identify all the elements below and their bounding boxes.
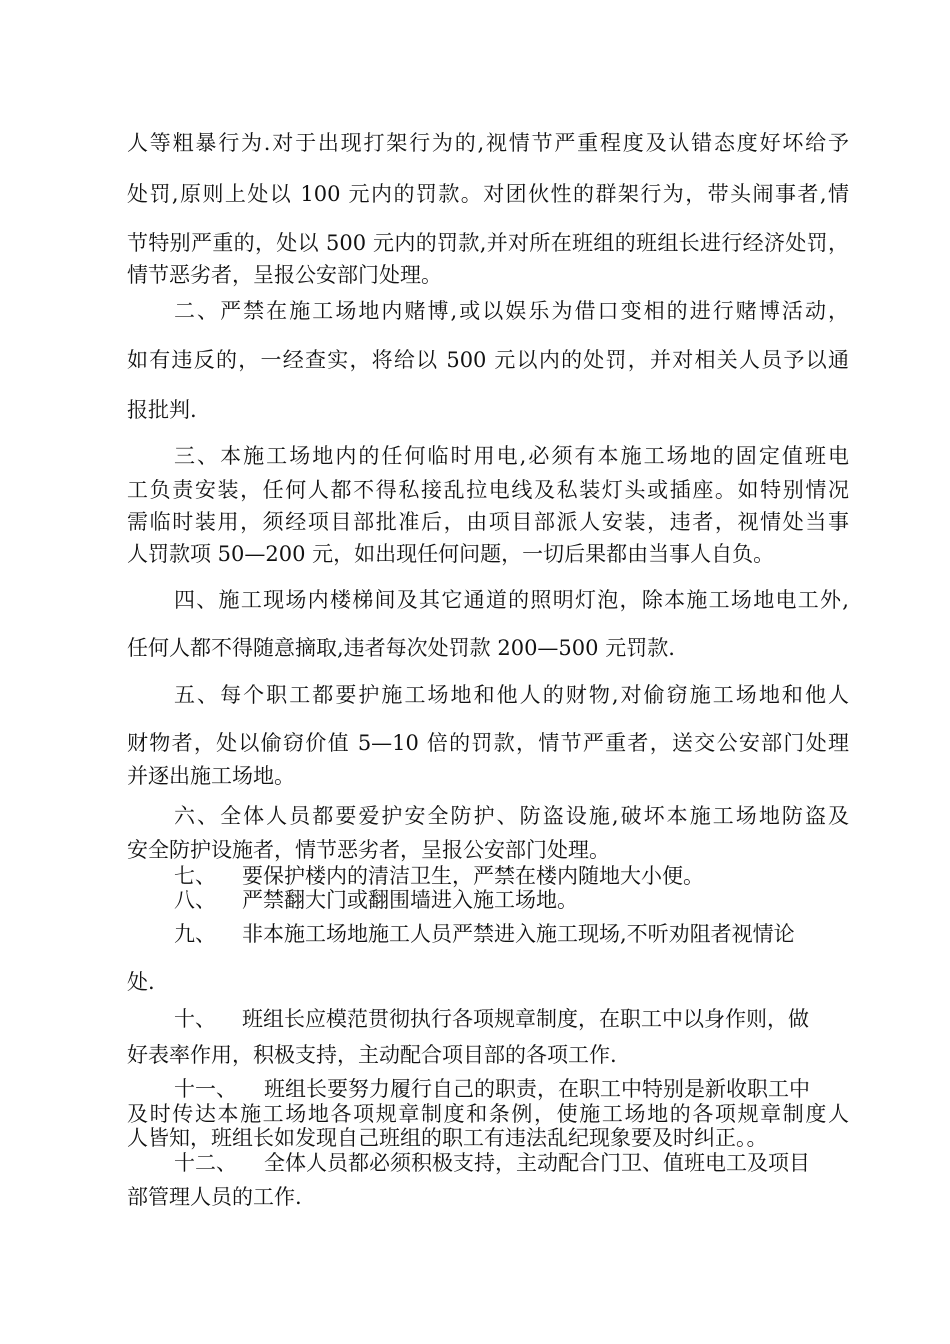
text-line: 处. xyxy=(127,970,155,994)
text-line: 情节恶劣者，呈报公安部门处理。 xyxy=(127,263,442,287)
text-line: 安全防护设施者，情节恶劣者，呈报公安部门处理。 xyxy=(127,838,610,862)
text-line: 如有违反的，一经查实，将给以 500 元以内的处罚，并对相关人员予以通 xyxy=(127,348,849,372)
rule-text: 非本施工场地施工人员严禁进入施工现场,不听劝阻者视情论 xyxy=(242,922,795,946)
rule-number: 九、 xyxy=(174,922,216,946)
text-line: 人等粗暴行为.对于出现打架行为的,视情节严重程度及认错态度好坏给予 xyxy=(127,131,849,155)
text-line: 财物者，处以偷窃价值 5—10 倍的罚款，情节严重者，送交公安部门处理 xyxy=(127,731,849,755)
text-line: 报批判. xyxy=(127,398,197,422)
rule-text: 要保护楼内的清洁卫生，严禁在楼内随地大小便。 xyxy=(242,864,704,888)
rule-4-line: 四、施工现场内楼梯间及其它通道的照明灯泡，除本施工场地电工外, xyxy=(174,588,849,612)
text-line: 人罚款项 50—200 元，如出现任何问题，一切后果都由当事人自负。 xyxy=(127,542,775,566)
text-line: 节特别严重的，处以 500 元内的罚款,并对所在班组的班组长进行经济处罚， xyxy=(127,231,849,255)
rule-8-line xyxy=(174,886,849,914)
rule-12-line xyxy=(174,1149,849,1177)
text-line: 需临时装用，须经项目部批准后，由项目部派人安装，违者，视情处当事 xyxy=(127,510,849,534)
rule-9-line xyxy=(174,920,849,948)
rule-text: 全体人员都必须积极支持，主动配合门卫、值班电工及项目 xyxy=(264,1151,810,1175)
rule-10-line xyxy=(174,1005,849,1033)
text-line: 任何人都不得随意摘取,违者每次处罚款 200—500 元罚款. xyxy=(127,636,675,660)
rule-5-line: 五、每个职工都要护施工场地和他人的财物,对偷窃施工场地和他人 xyxy=(174,683,849,707)
rule-2-line: 二、严禁在施工场地内赌博,或以娱乐为借口变相的进行赌博活动， xyxy=(174,299,849,323)
rule-6-line: 六、全体人员都要爱护安全防护、防盗设施,破坏本施工场地防盗及 xyxy=(174,804,849,828)
rule-text: 班组长应模范贯彻执行各项规章制度，在职工中以身作则，做 xyxy=(242,1007,809,1031)
rule-number: 七、 xyxy=(174,864,216,888)
text-line: 工负责安装，任何人都不得私接乱拉电线及私装灯头或插座。如特别情况 xyxy=(127,478,849,502)
rule-number: 十、 xyxy=(174,1007,216,1031)
rule-text: 班组长要努力履行自己的职责，在职工中特别是新收职工中 xyxy=(264,1077,810,1101)
rule-number: 十一、 xyxy=(174,1077,237,1101)
rule-3-line: 三、本施工场地内的任何临时用电,必须有本施工场地的固定值班电 xyxy=(174,444,849,468)
text-line: 部管理人员的工作. xyxy=(127,1185,302,1209)
text-line: 好表率作用，积极支持，主动配合项目部的各项工作. xyxy=(127,1043,617,1067)
rule-number: 八、 xyxy=(174,888,216,912)
text-line: 及时传达本施工场地各项规章制度和条例，使施工场地的各项规章制度人 xyxy=(127,1102,849,1126)
rule-11-line xyxy=(174,1075,849,1103)
text-line: 人皆知，班组长如发现自己班组的职工有违法乱纪现象要及时纠正。。 xyxy=(127,1126,768,1150)
rule-number: 十二、 xyxy=(174,1151,237,1175)
text-line: 处罚,原则上处以 100 元内的罚款。对团伙性的群架行为，带头闹事者,情 xyxy=(127,182,849,206)
rule-text: 严禁翻大门或翻围墙进入施工场地。 xyxy=(242,888,578,912)
text-line: 并逐出施工场地。 xyxy=(127,764,295,788)
